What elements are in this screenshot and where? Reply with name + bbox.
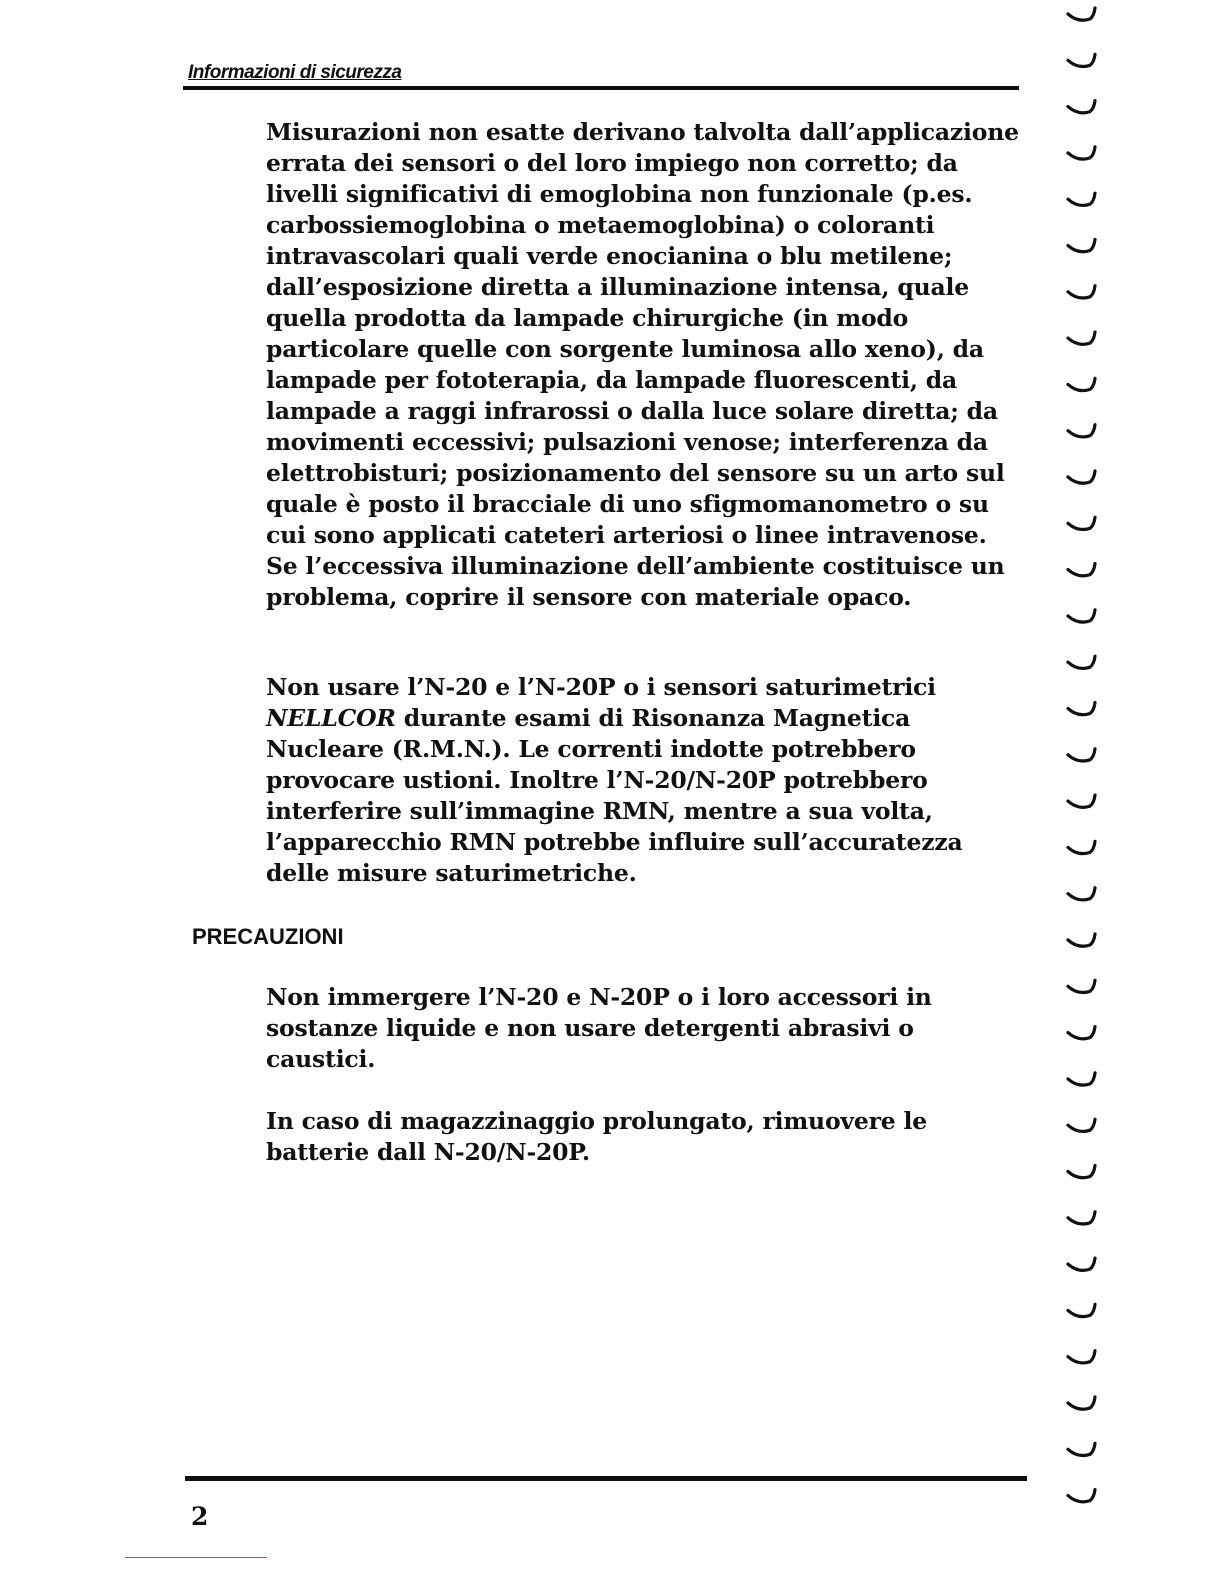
- header-rule: [183, 86, 1019, 90]
- binding-hook-icon: [1068, 54, 1095, 66]
- mri-warning-text-start: Non usare l’N-20 e l’N-20P o i sensori saturimetrici: [266, 673, 936, 701]
- binding-hook-icon: [1068, 795, 1095, 807]
- binding-hook-icon: [1068, 1212, 1095, 1224]
- binding-hook-icon: [1068, 703, 1095, 715]
- binding-hook-icon: [1068, 425, 1095, 437]
- binding-hook-icon: [1068, 1073, 1095, 1085]
- binding-hook-icon: [1068, 1443, 1095, 1455]
- brand-name: NELLCOR: [266, 704, 396, 732]
- footnote-rule: [125, 1557, 267, 1558]
- binding-hook-icon: [1068, 1490, 1095, 1502]
- binding-hook-icon: [1068, 841, 1095, 853]
- mri-warning-text-end: durante esami di Risonanza Magnetica Nucleare (R.M.N.). Le correnti indotte potrebbero provocare ustioni. Inoltre l’N-20/N-20P potrebbero interferire sull’immagine RMN, mentre a sua volta, l’apparecchio RMN potrebbe influire sull’accuratezza delle misure saturimetriche.: [266, 704, 963, 887]
- binding-hook-icon: [1068, 1027, 1095, 1039]
- binding-hook-icon: [1068, 1304, 1095, 1316]
- spiral-binding: [1064, 0, 1104, 1584]
- binding-hook-icon: [1068, 980, 1095, 992]
- paragraph-measurement-accuracy: Misurazioni non esatte derivano talvolta dall’applicazione errata dei sensori o del loro impiego non corretto; da livelli significativi di emoglobina non funzionale (p.es. carbossiemoglobina o metaemoglobina) o coloranti intravascolari quali verde enocianina o blu metilene; dall’esposizione diretta a illuminazione intensa, quale quella prodotta da lampade chirurgiche (in modo particolare quelle con sorgente luminosa allo xeno), da lampade per fototerapia, da lampade fluorescenti, da lampade a raggi infrarossi o dalla luce solare diretta; da movimenti eccessivi; pulsazioni venose; interferenza da elettrobisturi; posizionamento del sensore su un arto sul quale è posto il bracciale di uno sfigmomanometro o su cui sono applicati cateteri arteriosi o linee intravenose. Se l’eccessiva illuminazione dell’ambiente costituisce un problema, coprire il sensore con materiale opaco.: [266, 118, 1019, 611]
- binding-hook-icon: [1068, 101, 1095, 113]
- binding-hook-icon: [1068, 934, 1095, 946]
- binding-hook-icon: [1068, 378, 1095, 390]
- binding-hook-icon: [1068, 332, 1095, 344]
- binding-hook-icon: [1068, 147, 1095, 159]
- paragraph-battery-storage: In caso di magazzinaggio prolungato, rimuovere le batterie dall N-20/N-20P.: [266, 1107, 928, 1166]
- page-number: 2: [191, 1502, 209, 1531]
- binding-hook-icon: [1068, 749, 1095, 761]
- binding-hook-icon: [1068, 517, 1095, 529]
- binding-hook-icon: [1068, 286, 1095, 298]
- binding-hook-icon: [1068, 610, 1095, 622]
- paragraph-no-immersion: Non immergere l’N-20 e N-20P o i loro accessori in sostanze liquide e non usare detergenti abrasivi o caustici.: [266, 983, 932, 1073]
- binding-hook-icon: [1068, 1397, 1095, 1409]
- binding-hook-icon: [1068, 1351, 1095, 1363]
- footer-rule: [185, 1476, 1027, 1481]
- binding-hook-icon: [1068, 888, 1095, 900]
- binding-hook-icon: [1068, 193, 1095, 205]
- binding-hook-icon: [1068, 1166, 1095, 1178]
- binding-hook-icon: [1068, 1119, 1095, 1131]
- section-heading: PRECAUZIONI: [192, 924, 344, 949]
- running-header: Informazioni di sicurezza: [188, 62, 402, 83]
- binding-hook-icon: [1068, 1258, 1095, 1270]
- binding-hook-icon: [1068, 471, 1095, 483]
- binding-hook-icon: [1068, 564, 1095, 576]
- binding-hook-icon: [1068, 8, 1095, 20]
- binding-hook-icon: [1068, 656, 1095, 668]
- binding-hook-icon: [1068, 240, 1095, 252]
- paragraph-mri-warning: [266, 672, 1026, 889]
